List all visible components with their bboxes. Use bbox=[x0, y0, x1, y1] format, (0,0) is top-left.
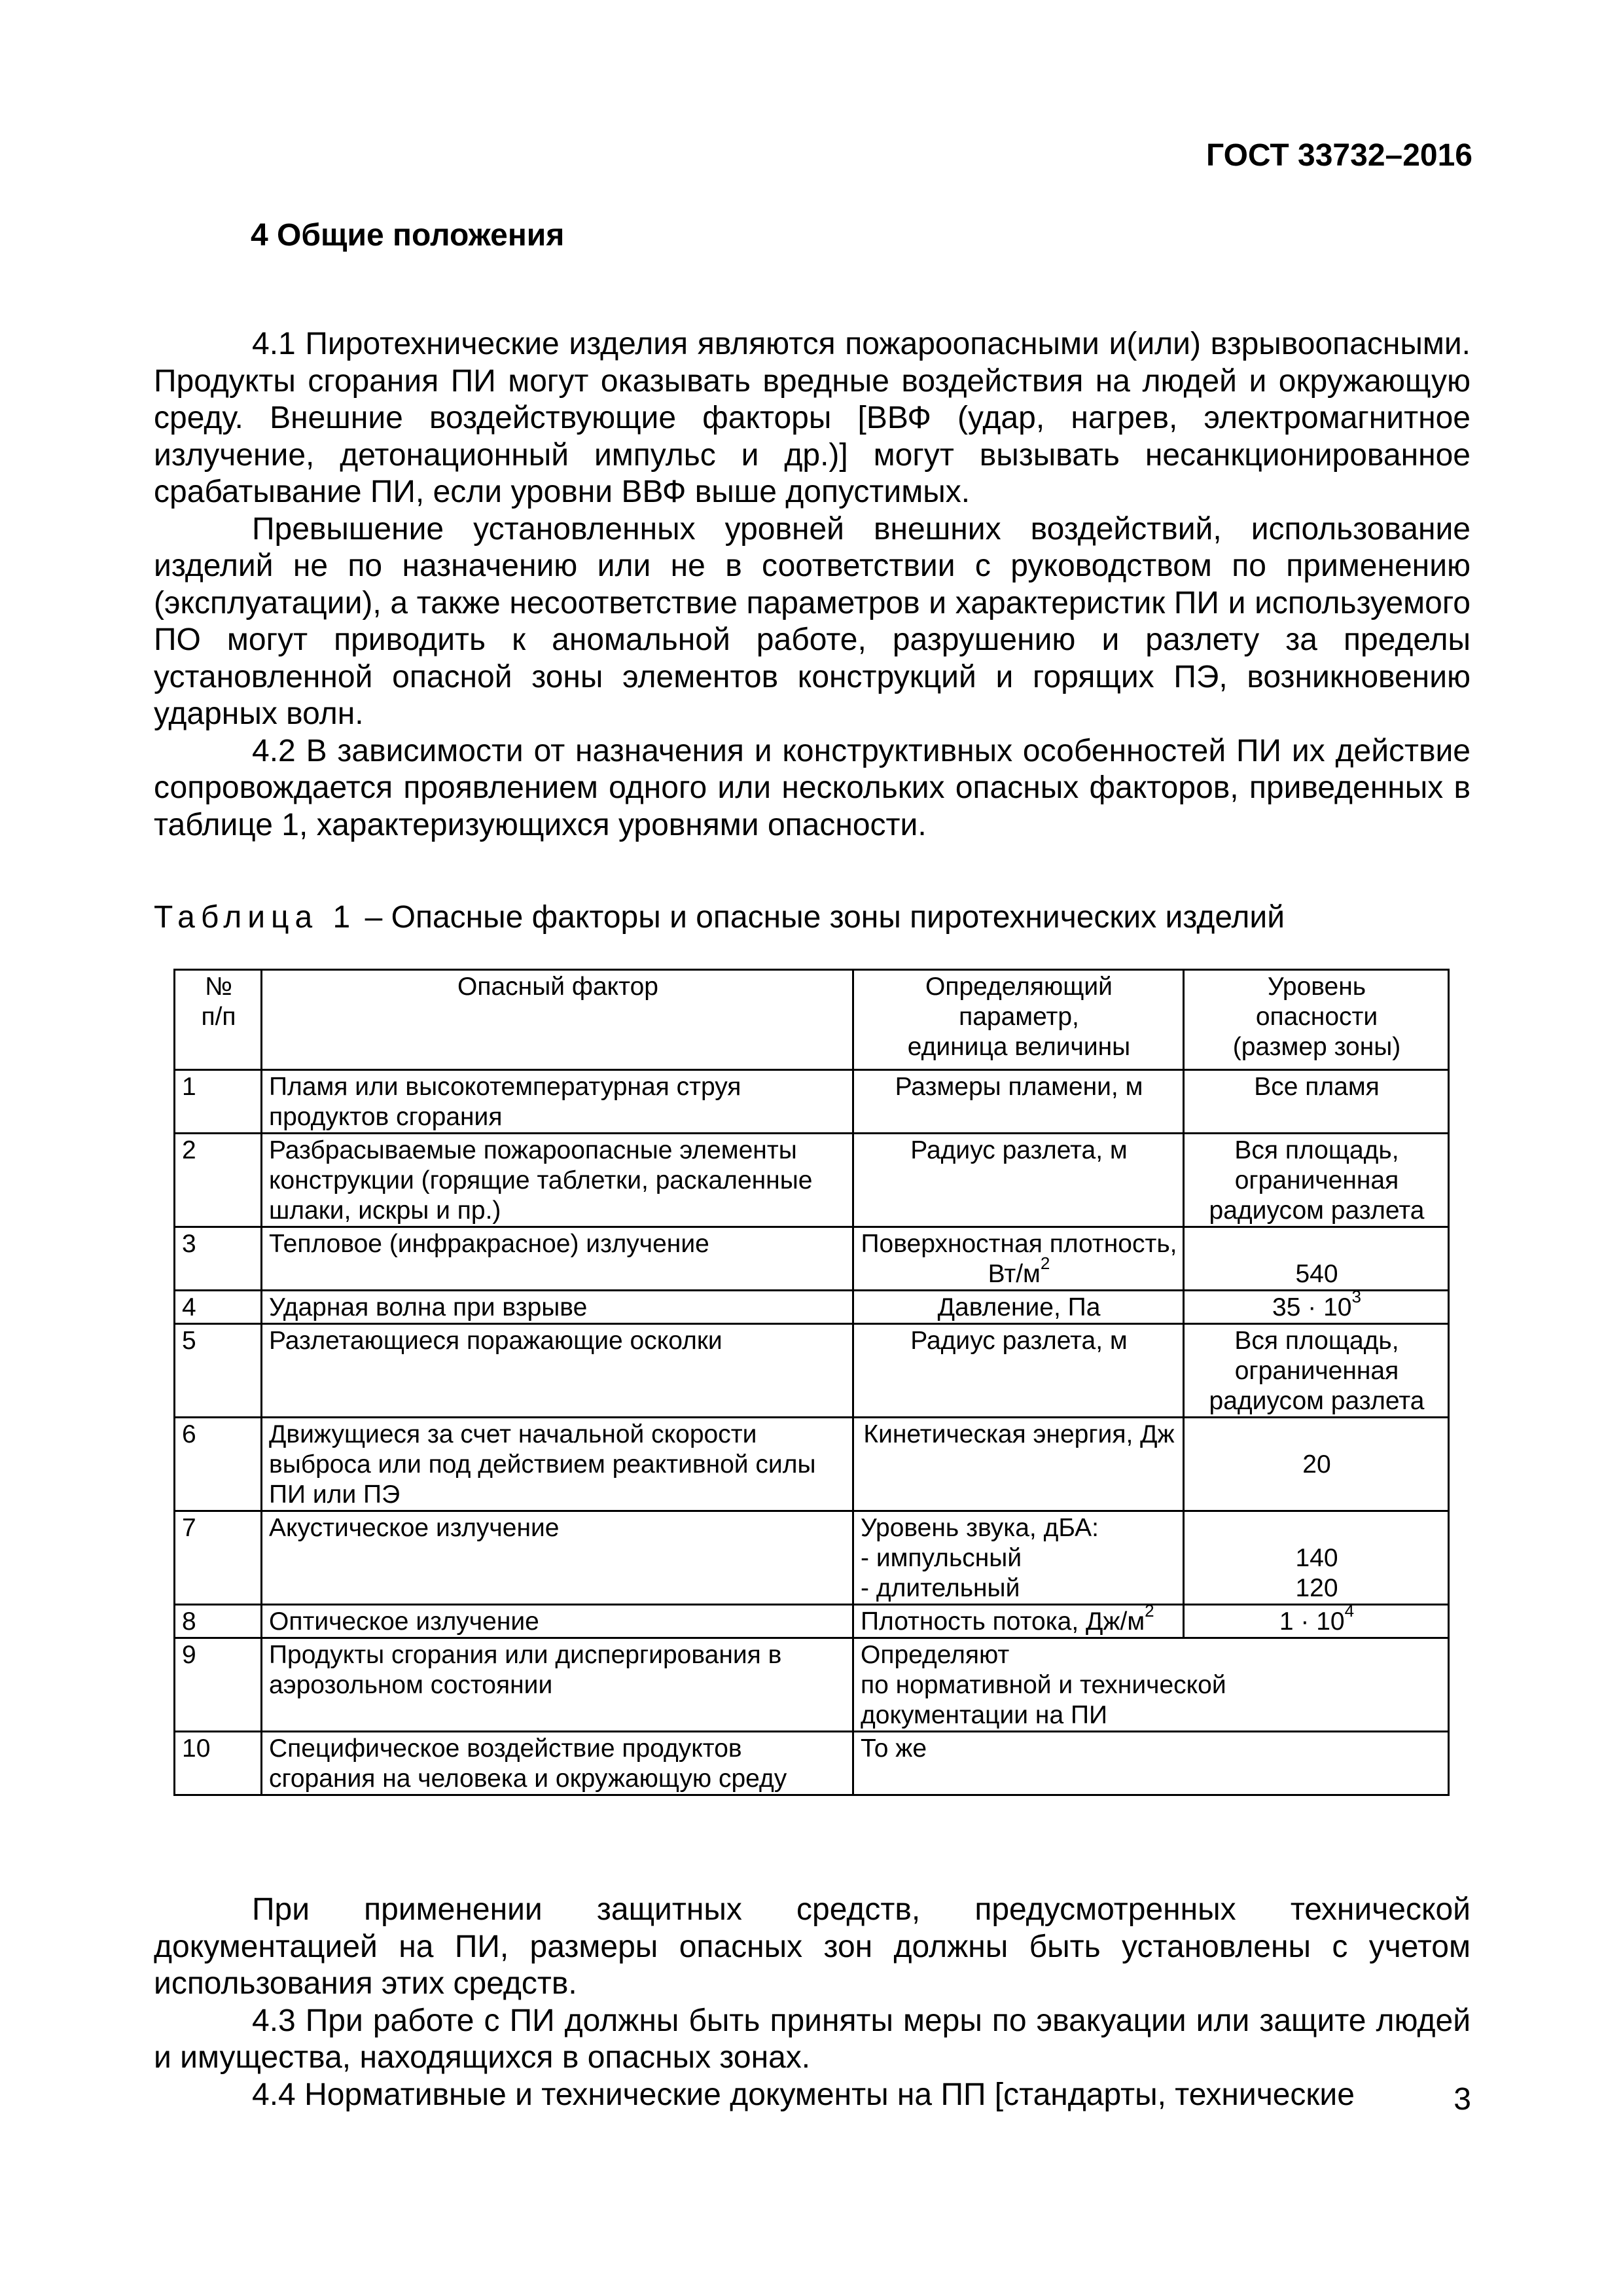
table-row bbox=[175, 1291, 1449, 1324]
row-level: 20 bbox=[1184, 1418, 1449, 1511]
table-row bbox=[175, 1418, 1449, 1511]
paragraph-4-4: 4.4 Нормативные и технические документы на ПП [стандарты, технические bbox=[252, 2077, 1355, 2112]
document-header: ГОСТ 33732–2016 bbox=[1206, 138, 1472, 173]
header-param: Определяющий параметр, единица величины bbox=[853, 970, 1184, 1070]
row-factor: Разбрасываемые пожароопасные элементы конструкции (горящие таблетки, раскаленные шлаки, искры и пр.) bbox=[262, 1134, 853, 1227]
paragraph-4-1: 4.1 Пиротехнические изделия являются пожароопасными и(или) взрывоопасными. Продукты сгорания ПИ могут оказывать вредные воздействия на людей и окружающую среду. Внешние воздействующие факторы [ВВФ (удар, нагрев, электромагнитное излучение, детонационный импульс и др.)] могут вызывать несанкционированное срабатывание ПИ, если уровни ВВФ выше допустимых. bbox=[154, 327, 1471, 509]
row-level: $35 \cdot 10^3$ bbox=[1184, 1291, 1449, 1324]
table-row bbox=[175, 1511, 1449, 1605]
row-factor: Оптическое излучение bbox=[262, 1605, 853, 1638]
table-row bbox=[175, 1070, 1449, 1134]
header-num: № п/п bbox=[175, 970, 262, 1070]
row-num: 5 bbox=[175, 1324, 262, 1418]
row-factor: Ударная волна при взрыве bbox=[262, 1291, 853, 1324]
row-level: Вся площадь, ограниченная радиусом разлета bbox=[1184, 1324, 1449, 1418]
body-bottom bbox=[154, 1892, 1471, 2113]
header-factor: Опасный фактор bbox=[262, 970, 853, 1070]
row-factor: Пламя или высокотемпературная струя продуктов сгорания bbox=[262, 1070, 853, 1134]
row-factor: Тепловое (инфракрасное) излучение bbox=[262, 1227, 853, 1291]
hazard-table bbox=[173, 969, 1450, 1796]
paragraph-4-2: 4.2 В зависимости от назначения и конструктивных особенностей ПИ их действие сопровождается проявлением одного или нескольких опасных факторов, приведенных в таблице 1, характеризующихся уровнями опасности. bbox=[154, 733, 1471, 842]
table-row bbox=[175, 1732, 1449, 1795]
row-factor: Движущиеся за счет начальной скорости выброса или под действием реактивной силы ПИ или ПЭ bbox=[262, 1418, 853, 1511]
row-level: Все пламя bbox=[1184, 1070, 1449, 1134]
header-level: Уровень опасности (размер зоны) bbox=[1184, 970, 1449, 1070]
row-num: 8 bbox=[175, 1605, 262, 1638]
paragraph-protection: При применении защитных средств, предусмотренных технической документацией на ПИ, размеры опасных зон должны быть установлены с учетом использования этих средств. bbox=[154, 1892, 1471, 2001]
row-param: Поверхностная плотность, $Вт/м^2$ bbox=[853, 1227, 1184, 1291]
table-header-row bbox=[175, 970, 1449, 1070]
paragraph-excess: Превышение установленных уровней внешних воздействий, использование изделий не по назначению или не в соответствии с руководством по применению (эксплуатации), а также несоответствие параметров и характеристик ПИ и используемого ПО могут приводить к аномальной работе, разрушению и разлету за пределы установленной опасной зоны элементов конструкций и горящих ПЭ, возникновению ударных волн. bbox=[154, 511, 1471, 731]
paragraph-4-3: 4.3 При работе с ПИ должны быть приняты меры по эвакуации или защите людей и имущества, находящихся в опасных зонах. bbox=[154, 2003, 1471, 2075]
table-row bbox=[175, 1638, 1449, 1732]
row-num: 2 bbox=[175, 1134, 262, 1227]
section-title: 4 Общие положения bbox=[251, 218, 565, 253]
row-num: 7 bbox=[175, 1511, 262, 1605]
table-caption bbox=[154, 899, 1285, 935]
row-num: 1 bbox=[175, 1070, 262, 1134]
row-param: Радиус разлета, м bbox=[853, 1134, 1184, 1227]
row-num: 10 bbox=[175, 1732, 262, 1795]
row-param: Радиус разлета, м bbox=[853, 1324, 1184, 1418]
row-level: 540 bbox=[1184, 1227, 1449, 1291]
row-factor: Продукты сгорания или диспергирования в аэрозольном состоянии bbox=[262, 1638, 853, 1732]
body-top bbox=[154, 326, 1471, 844]
row-level: $1 \cdot 10^4$ bbox=[1184, 1605, 1449, 1638]
row-param-merged: То же bbox=[853, 1732, 1449, 1795]
row-num: 4 bbox=[175, 1291, 262, 1324]
table-row bbox=[175, 1134, 1449, 1227]
row-factor: Разлетающиеся поражающие осколки bbox=[262, 1324, 853, 1418]
page-number: 3 bbox=[1454, 2082, 1471, 2117]
row-level: Вся площадь, ограниченная радиусом разлета bbox=[1184, 1134, 1449, 1227]
table-caption-text: – Опасные факторы и опасные зоны пиротехнических изделий bbox=[365, 900, 1285, 935]
row-param: Кинетическая энергия, Дж bbox=[853, 1418, 1184, 1511]
row-param: Уровень звука, дБА: - импульсный - длительный bbox=[853, 1511, 1184, 1605]
row-param: Давление, Па bbox=[853, 1291, 1184, 1324]
row-factor: Специфическое воздействие продуктов сгорания на человека и окружающую среду bbox=[262, 1732, 853, 1795]
table-row bbox=[175, 1605, 1449, 1638]
row-num: 3 bbox=[175, 1227, 262, 1291]
row-param: Плотность потока, $Дж/м^2$ bbox=[853, 1605, 1184, 1638]
row-num: 9 bbox=[175, 1638, 262, 1732]
row-num: 6 bbox=[175, 1418, 262, 1511]
row-param: Размеры пламени, м bbox=[853, 1070, 1184, 1134]
table-row bbox=[175, 1324, 1449, 1418]
row-param-merged: Определяют по нормативной и технической документации на ПИ bbox=[853, 1638, 1449, 1732]
table-caption-label: Таблица 1 bbox=[154, 900, 357, 935]
table-row bbox=[175, 1227, 1449, 1291]
row-factor: Акустическое излучение bbox=[262, 1511, 853, 1605]
row-level: 140 120 bbox=[1184, 1511, 1449, 1605]
